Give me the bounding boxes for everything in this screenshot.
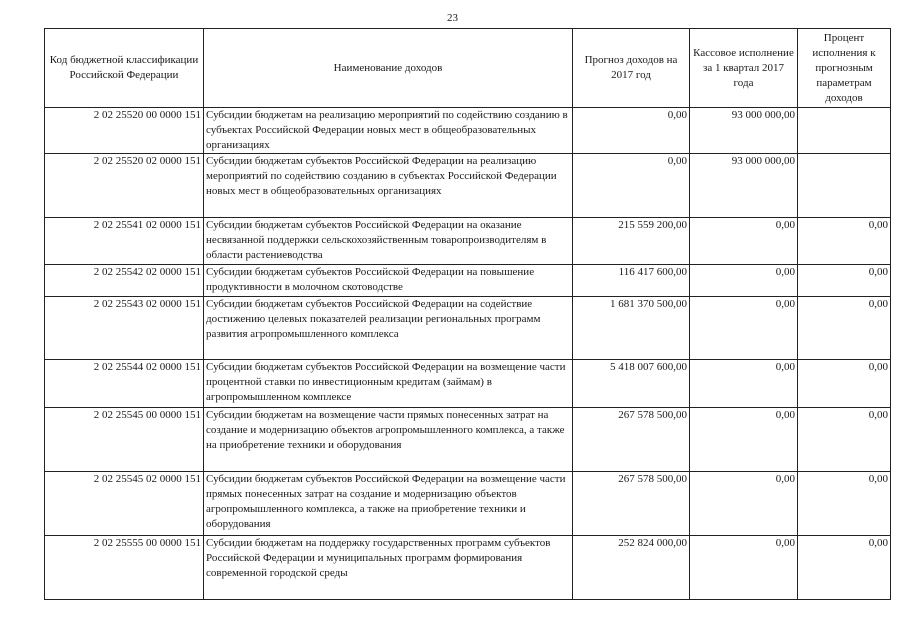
row-code: 2 02 25542 02 0000 151 (45, 265, 204, 297)
row-cash: 0,00 (690, 265, 798, 297)
row-forecast: 0,00 (573, 154, 690, 218)
row-forecast: 252 824 000,00 (573, 536, 690, 600)
row-code: 2 02 25544 02 0000 151 (45, 360, 204, 408)
row-code: 2 02 25545 02 0000 151 (45, 472, 204, 536)
row-name: Субсидии бюджетам на поддержку государственных программ субъектов Российской Федерации и муниципальных программ формирования современной городской среды (204, 536, 573, 600)
row-forecast: 116 417 600,00 (573, 265, 690, 297)
row-percent: 0,00 (798, 408, 891, 472)
row-code: 2 02 25520 00 0000 151 (45, 108, 204, 154)
row-forecast: 215 559 200,00 (573, 218, 690, 265)
table-row (45, 408, 891, 472)
row-forecast: 5 418 007 600,00 (573, 360, 690, 408)
row-code: 2 02 25543 02 0000 151 (45, 297, 204, 360)
row-name: Субсидии бюджетам субъектов Российской Федерации на содействие достижению целевых показателей реализации региональных программ развития агропромышленного комплекса (204, 297, 573, 360)
row-forecast: 267 578 500,00 (573, 472, 690, 536)
table-row (45, 108, 891, 154)
row-forecast: 267 578 500,00 (573, 408, 690, 472)
table-row (45, 472, 891, 536)
row-percent (798, 154, 891, 218)
row-cash: 0,00 (690, 360, 798, 408)
row-name: Субсидии бюджетам субъектов Российской Федерации на оказание несвязанной поддержки сельскохозяйственным товаропроизводителям в области растениеводства (204, 218, 573, 265)
row-name: Субсидии бюджетам субъектов Российской Федерации на повышение продуктивности в молочном скотоводстве (204, 265, 573, 297)
row-percent: 0,00 (798, 218, 891, 265)
header-percent: Процент исполнения к прогнозным параметрам доходов (798, 29, 891, 108)
row-name: Субсидии бюджетам на возмещение части прямых понесенных затрат на создание и модернизацию объектов агропромышленного комплекса, а также на приобретение техники и оборудования (204, 408, 573, 472)
revenue-table (44, 28, 891, 600)
row-percent: 0,00 (798, 265, 891, 297)
header-cash: Кассовое исполнение за 1 квартал 2017 года (690, 29, 798, 108)
row-percent: 0,00 (798, 297, 891, 360)
row-cash: 93 000 000,00 (690, 108, 798, 154)
table-row (45, 154, 891, 218)
header-name: Наименование доходов (204, 29, 573, 108)
row-percent: 0,00 (798, 360, 891, 408)
table-row (45, 265, 891, 297)
row-code: 2 02 25555 00 0000 151 (45, 536, 204, 600)
table-row (45, 297, 891, 360)
row-code: 2 02 25541 02 0000 151 (45, 218, 204, 265)
row-forecast: 0,00 (573, 108, 690, 154)
row-code: 2 02 25545 00 0000 151 (45, 408, 204, 472)
row-cash: 0,00 (690, 218, 798, 265)
row-percent: 0,00 (798, 472, 891, 536)
row-cash: 93 000 000,00 (690, 154, 798, 218)
page-number: 23 (447, 12, 458, 24)
row-forecast: 1 681 370 500,00 (573, 297, 690, 360)
table-row (45, 536, 891, 600)
header-forecast: Прогноз доходов на 2017 год (573, 29, 690, 108)
table-row (45, 360, 891, 408)
row-cash: 0,00 (690, 472, 798, 536)
header-row (45, 29, 891, 108)
row-cash: 0,00 (690, 297, 798, 360)
table-row (45, 218, 891, 265)
row-cash: 0,00 (690, 536, 798, 600)
row-name: Субсидии бюджетам субъектов Российской Федерации на возмещение части процентной ставки по инвестиционным кредитам (займам) в агропромышленном комплексе (204, 360, 573, 408)
header-code: Код бюджетной классификации Российской Федерации (45, 29, 204, 108)
row-name: Субсидии бюджетам субъектов Российской Федерации на реализацию мероприятий по содействию созданию в субъектах Российской Федерации новых мест в общеобразовательных организациях (204, 154, 573, 218)
row-cash: 0,00 (690, 408, 798, 472)
row-code: 2 02 25520 02 0000 151 (45, 154, 204, 218)
row-percent (798, 108, 891, 154)
row-percent: 0,00 (798, 536, 891, 600)
row-name: Субсидии бюджетам субъектов Российской Федерации на возмещение части прямых понесенных затрат на создание и модернизацию объектов агропромышленного комплекса, а также на приобретение техники и оборудования (204, 472, 573, 536)
row-name: Субсидии бюджетам на реализацию мероприятий по содействию созданию в субъектах Российской Федерации новых мест в общеобразовательных организациях (204, 108, 573, 154)
